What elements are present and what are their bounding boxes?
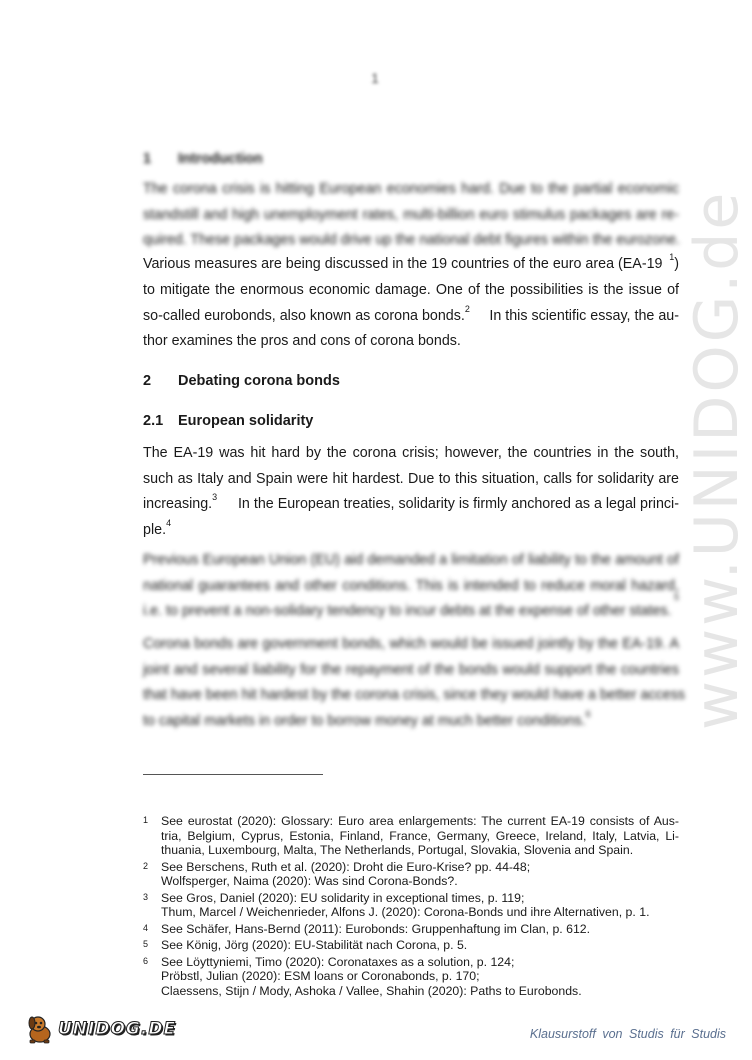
watermark: www.UNIDOG.de bbox=[682, 189, 752, 730]
text-line: such as Italy and Spain were hit hardest. Due to this situation, calls for solidarity are bbox=[143, 470, 679, 487]
blurred-paragraph-corona-bonds bbox=[143, 632, 686, 734]
text-line: The EA-19 was hit hard by the corona crisis; however, the countries in the south, bbox=[143, 445, 679, 461]
section-heading-introduction: 1 Introduction bbox=[143, 151, 263, 167]
solidarity-cut-line: ple.$^4$ bbox=[143, 518, 172, 538]
dog-mascot-icon bbox=[24, 1014, 54, 1044]
text-line: thor examines the pros and cons of corona bonds. bbox=[143, 333, 461, 349]
logo-text: UNIDOG.DE bbox=[58, 1019, 177, 1039]
footnote: 5 See König, Jörg (2020): EU-Stabilität nach Corona, p. 5. bbox=[143, 938, 468, 952]
text-line: so-called eurobonds, also known as corona bonds.$^2$ In this scientific essay, the au- bbox=[143, 303, 679, 324]
footnote: 3 See Gros, Daniel (2020): EU solidarity in exceptional times, p. 119; Thum, Marcel / Weichenrieder, Alfons J. (2020): Corona-Bonds und ihre Alternativen, p. 1. bbox=[143, 890, 650, 919]
text-line: standstill and high unemployment rates, multi-billion euro stimulus packages are re- bbox=[143, 206, 679, 223]
unidog-logo[interactable] bbox=[24, 1014, 176, 1044]
text-line: Previous European Union (EU) aid demanded a limitation of liability to the amount of bbox=[143, 552, 679, 568]
footer-tagline: Klausurstoff von Studis für Studis bbox=[529, 1027, 726, 1041]
text-line: Corona bonds are government bonds, which would be issued jointly by the EA-19. A bbox=[143, 636, 679, 652]
footnotes bbox=[143, 814, 679, 998]
page-number: 1 bbox=[371, 70, 379, 86]
text-line: national guarantees and other conditions. This is intended to reduce moral hazard, bbox=[143, 577, 679, 594]
footnote-separator bbox=[143, 774, 323, 775]
blurred-paragraph-liability bbox=[143, 548, 679, 625]
footnote: 1 See eurostat (2020): Glossary: Euro area enlargements: The current EA-19 consists of Aus- tria, Belgium, Cyprus, Estonia, Finland, France, Germany, Greece, Ireland, Italy, Latvia, Li- thuania, Luxembourg, Malta, The Netherlands, Portugal, Slovakia, Slovenia and Spain. bbox=[143, 814, 679, 857]
footnote: 6 See Löyttyniemi, Timo (2020): Coronataxes as a solution, p. 124; Pröbstl, Julian (2020): ESM loans or Coronabonds, p. 170; Claessens, Stijn / Mody, Ashoka / Vallee, Shahin (2020): Paths to Eurobonds. bbox=[143, 954, 582, 998]
text-line: to mitigate the enormous economic damage. One of the possibilities is the issue of bbox=[143, 282, 679, 298]
text-line: to capital markets in order to borrow money at much better conditions.$^6$ bbox=[143, 708, 591, 729]
section-heading-solidarity: 2.1 European solidarity bbox=[143, 413, 314, 429]
text-line: joint and several liability for the repayment of the bonds would support the countries bbox=[143, 661, 679, 678]
solidarity-paragraph bbox=[143, 441, 679, 518]
intro-paragraph bbox=[143, 278, 679, 355]
text-line: increasing.$^3$ In the European treaties, solidarity is firmly anchored as a legal princi- bbox=[143, 492, 679, 512]
intro-blurred-paragraph bbox=[143, 177, 679, 254]
section-heading-debating: 2 Debating corona bonds bbox=[143, 373, 340, 389]
text-line: i.e. to prevent a non-solidary tendency to incur debts at the expense of other states. $^5$ bbox=[143, 592, 679, 619]
text-line: The corona crisis is hitting European economies hard. Due to the partial economic bbox=[143, 181, 679, 197]
footnote: 4 See Schäfer, Hans-Bernd (2011): Eurobonds: Gruppenhaftung im Clan, p. 612. bbox=[143, 921, 591, 936]
text-line: quired. These packages would drive up the national debt figures within the eurozone. bbox=[143, 232, 681, 248]
intro-cut-line: Various measures are being discussed in the 19 countries of the euro area (EA-19 $^1$) bbox=[143, 252, 679, 272]
footnote: 2 See Berschens, Ruth et al. (2020): Droht die Euro-Krise? pp. 44-48; Wolfsperger, Naima (2020): Was sind Corona-Bonds?. bbox=[143, 859, 531, 888]
text-line: that have been hit hardest by the corona crisis, since they would have a better access bbox=[143, 687, 686, 703]
